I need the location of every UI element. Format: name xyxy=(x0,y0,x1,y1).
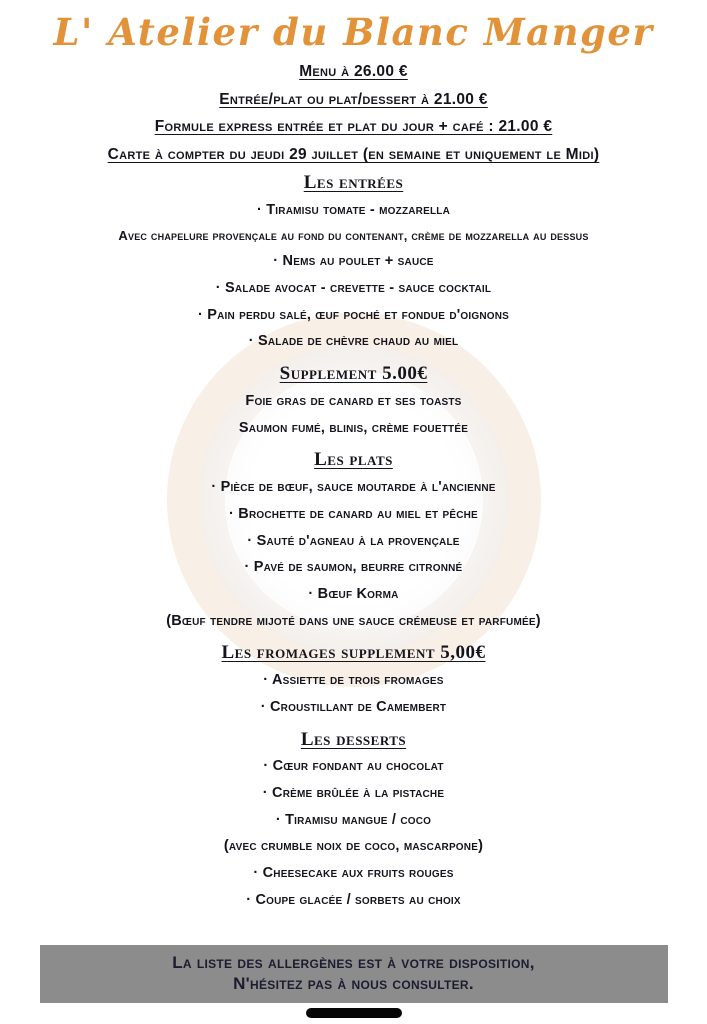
menu-item: · Pain perdu salé, œuf poché et fondue d'oignons xyxy=(197,306,510,323)
menu-item: · Croustillant de Camembert xyxy=(260,698,447,715)
section-supplement xyxy=(239,355,468,441)
section-heading: Les fromages supplement 5,00€ xyxy=(221,642,486,664)
validity-note-line: Carte à compter du jeudi 29 juillet (en semaine et uniquement le Midi) xyxy=(107,146,600,164)
section-heading: Les plats xyxy=(314,449,393,471)
menu-item: · Bœuf Korma xyxy=(308,585,399,602)
section-cheeses xyxy=(221,634,485,720)
section-starters xyxy=(118,164,588,355)
menu-item: · Cheesecake aux fruits rouges xyxy=(253,865,454,882)
allergen-notice-line1: La liste des allergènes est à votre disposition, xyxy=(172,952,535,972)
menu-item: Saumon fumé, blinis, crème fouettée xyxy=(238,419,469,436)
home-indicator-bar xyxy=(306,1008,402,1018)
menu-item: · Sauté d'agneau à la provençale xyxy=(247,532,460,549)
express-formula-line: Formule express entrée et plat du jour + café : 21.00 € xyxy=(154,118,553,136)
menu-item: · Crème brûlée à la pistache xyxy=(262,785,445,802)
menu-item: · Coupe glacée / sorbets au choix xyxy=(246,891,461,908)
section-desserts xyxy=(224,721,483,914)
section-mains xyxy=(166,441,541,634)
menu-item-description: (avec crumble noix de coco, mascarpone) xyxy=(223,838,484,855)
menu-item-description: (Bœuf tendre mijoté dans une sauce crémeuse et parfumée) xyxy=(166,612,541,629)
allergen-notice xyxy=(40,945,668,1004)
section-heading: Supplement 5.00€ xyxy=(279,363,428,385)
menu-item: · Pavé de saumon, beurre citronné xyxy=(244,559,463,576)
menu-item: · Assiette de trois fromages xyxy=(263,672,444,689)
menu-item: · Brochette de canard au miel et pêche xyxy=(229,505,478,522)
menu-item: · Cœur fondant au chocolat xyxy=(263,758,444,775)
formula-price-line: Entrée/plat ou plat/dessert à 21.00 € xyxy=(219,90,488,108)
menu-item: · Salade de chèvre chaud au miel xyxy=(248,333,459,350)
section-heading: Les entrées xyxy=(303,171,404,193)
allergen-notice-line2: N'hésitez pas à nous consulter. xyxy=(233,973,474,993)
menu-item-description: Avec chapelure provençale au fond du contenant, crème de mozzarella au dessus xyxy=(118,227,589,243)
restaurant-title: L' Atelier du Blanc Manger xyxy=(53,10,654,54)
menu-price-line: Menu à 26.00 € xyxy=(299,62,408,80)
menu-item: · Tiramisu mangue / coco xyxy=(275,811,432,828)
menu-item: · Pièce de bœuf, sauce moutarde à l'ancienne xyxy=(211,479,496,496)
menu-item: · Nems au poulet + sauce xyxy=(273,253,434,270)
menu-item: · Salade avocat - crevette - sauce cocktail xyxy=(215,280,492,297)
section-heading: Les desserts xyxy=(300,728,407,750)
menu-item: · Tiramisu tomate - mozzarella xyxy=(256,201,451,218)
menu-item: Foie gras de canard et ses toasts xyxy=(245,393,462,410)
